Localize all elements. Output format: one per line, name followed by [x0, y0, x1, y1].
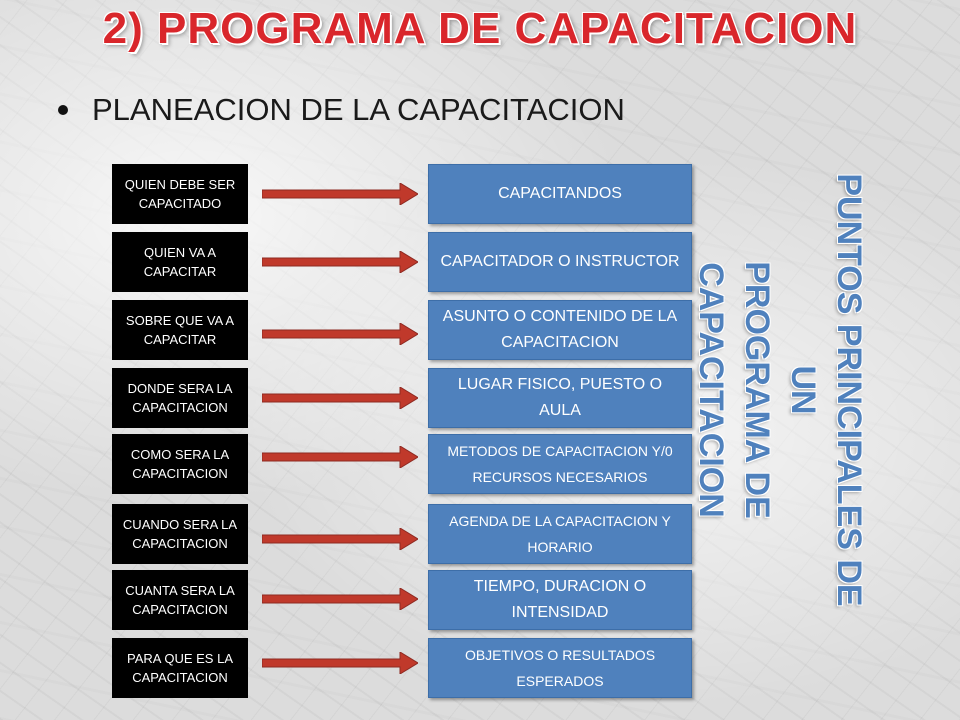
- bullet-text: PLANEACION DE LA CAPACITACION: [92, 92, 625, 127]
- right-arrow-icon: [262, 251, 418, 273]
- right-arrow-icon: [262, 528, 418, 550]
- answer-box: CAPACITADOR O INSTRUCTOR: [428, 232, 692, 292]
- side-title: [688, 150, 872, 630]
- answer-box: AGENDA DE LA CAPACITACION Y HORARIO: [428, 504, 692, 564]
- answer-box: LUGAR FISICO, PUESTO O AULA: [428, 368, 692, 428]
- slide-title: 2) PROGRAMA DE CAPACITACION: [102, 4, 858, 53]
- right-arrow-icon: [262, 588, 418, 610]
- answer-box: METODOS DE CAPACITACION Y/0 RECURSOS NECESARIOS: [428, 434, 692, 494]
- right-arrow-icon: [262, 446, 418, 468]
- right-arrow-icon: [262, 387, 418, 409]
- bullet-point: [58, 92, 625, 128]
- question-box: DONDE SERA LA CAPACITACION: [112, 368, 248, 428]
- question-box: COMO SERA LA CAPACITACION: [112, 434, 248, 494]
- right-arrow-icon: [262, 183, 418, 205]
- answer-box: OBJETIVOS O RESULTADOS ESPERADOS: [428, 638, 692, 698]
- right-arrow-icon: [262, 652, 418, 674]
- question-box: QUIEN DEBE SER CAPACITADO: [112, 164, 248, 224]
- question-box: CUANTA SERA LA CAPACITACION: [112, 570, 248, 630]
- answer-box: CAPACITANDOS: [428, 164, 692, 224]
- side-title-line: CAPACITACION: [692, 262, 730, 518]
- question-box: SOBRE QUE VA A CAPACITAR: [112, 300, 248, 360]
- answer-box: ASUNTO O CONTENIDO DE LA CAPACITACION: [428, 300, 692, 360]
- right-arrow-icon: [262, 323, 418, 345]
- answer-box: TIEMPO, DURACION O INTENSIDAD: [428, 570, 692, 630]
- side-title-line: PUNTOS PRINCIPALES DE UN: [784, 173, 868, 607]
- question-box: PARA QUE ES LA CAPACITACION: [112, 638, 248, 698]
- question-box: CUANDO SERA LA CAPACITACION: [112, 504, 248, 564]
- side-title-line: PROGRAMA DE: [738, 261, 776, 519]
- question-box: QUIEN VA A CAPACITAR: [112, 232, 248, 292]
- bullet-dot-icon: [58, 105, 68, 115]
